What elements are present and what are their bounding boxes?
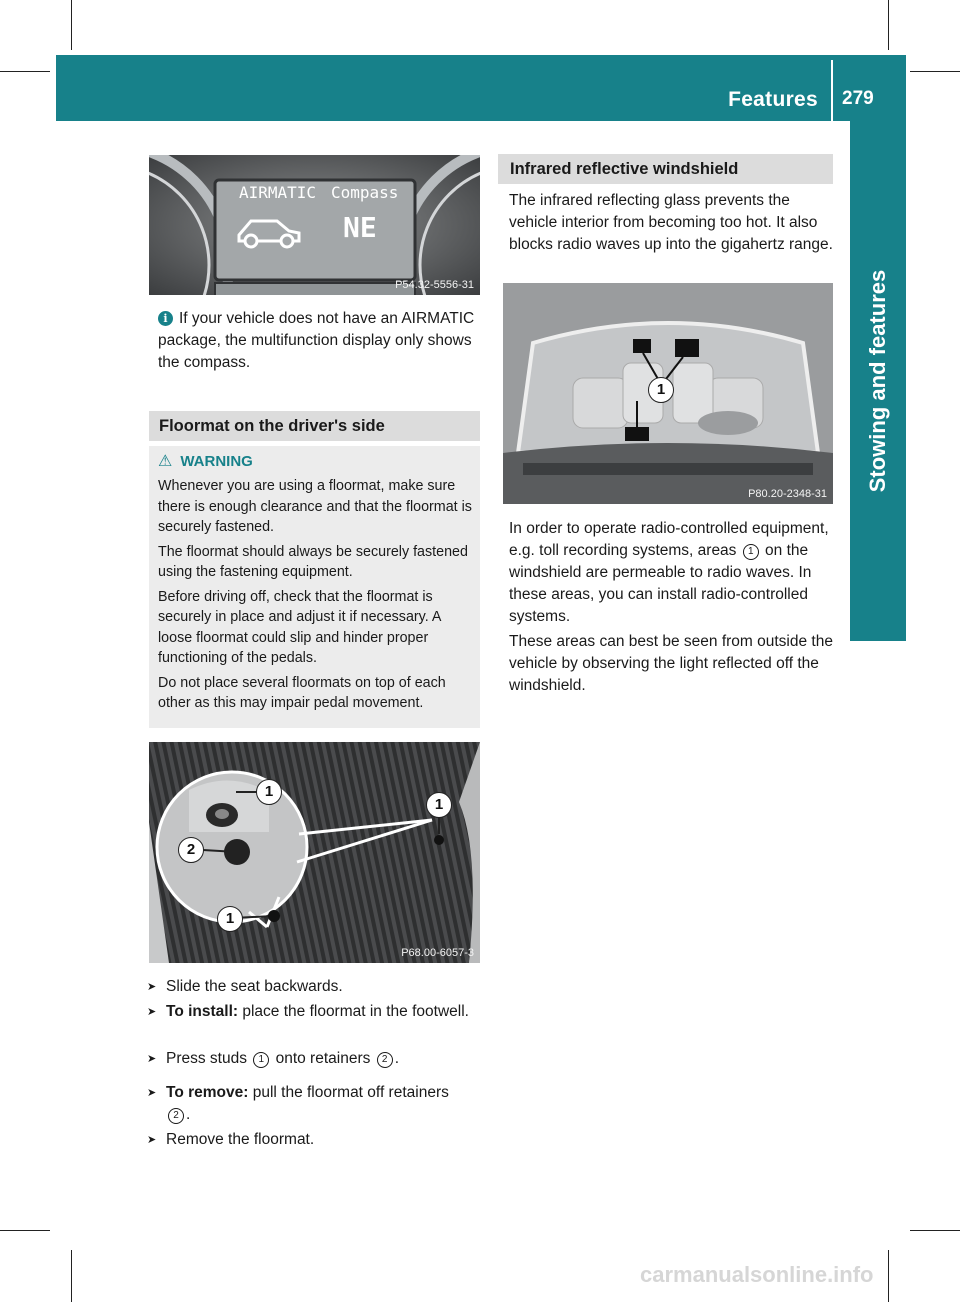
section-heading-windshield: Infrared reflective windshield: [498, 154, 833, 184]
callout-1: 1: [217, 906, 243, 932]
compass-heading-value: NE: [343, 211, 377, 244]
windshield-paragraph-1: In order to operate radio-controlled equipment, e.g. toll recording systems, areas 1 on the windshield are permeable to radio waves. In these areas, you can install radio-controlled systems.: [509, 520, 829, 625]
crop-mark: [910, 1230, 960, 1231]
header-separator: [831, 60, 833, 122]
callout-2: 2: [178, 837, 204, 863]
callout-ref-2: 2: [168, 1108, 184, 1124]
figure-code: P68.00-6057-3: [401, 947, 474, 959]
step-item: ➤ To install: place the floormat in the footwell.: [166, 1001, 481, 1023]
compass-display-image: [149, 155, 480, 295]
callout-ref-2: 2: [377, 1052, 393, 1068]
step-item: ➤ Remove the floormat.: [166, 1129, 481, 1151]
warning-title: ⚠ WARNING: [158, 453, 253, 470]
crop-mark: [71, 1250, 72, 1302]
warning-paragraph: Before driving off, check that the floormat is securely in place and adjust it if necessary. A loose floormat could slip and hinder proper functioning of the pedals.: [158, 588, 441, 666]
info-note: [158, 308, 483, 374]
crop-mark: [888, 0, 889, 50]
instrument-cluster-illustration: [149, 155, 480, 295]
side-block: [850, 588, 906, 640]
bullet-arrow-icon: ➤: [147, 1134, 157, 1146]
crop-mark: [71, 0, 72, 50]
floormat-image: [149, 742, 480, 963]
warning-paragraph: Whenever you are using a floormat, make sure there is enough clearance and that the floormat is securely fastened.: [158, 478, 472, 535]
callout-ref-1: 1: [743, 544, 759, 560]
callout-ref-1: 1: [253, 1052, 269, 1068]
warning-triangle-icon: ⚠: [158, 453, 173, 470]
display-label-airmatic: AIRMATIC: [239, 183, 317, 202]
step-item: ➤ Slide the seat backwards.: [166, 976, 481, 998]
figure-code: P80.20-2348-31: [748, 488, 827, 500]
page-number: 279: [842, 88, 874, 109]
callout-1: 1: [648, 377, 674, 403]
callout-1: 1: [256, 779, 282, 805]
bullet-arrow-icon: ➤: [147, 1053, 157, 1065]
page-title: Features: [728, 88, 818, 111]
bullet-arrow-icon: ➤: [147, 981, 157, 993]
crop-mark: [888, 1250, 889, 1302]
crop-mark: [0, 71, 50, 72]
windshield-intro: The infrared reflecting glass prevents the vehicle interior from becoming too hot. It also blocks radio waves up into the gigahertz range.: [509, 192, 833, 253]
warning-box: [149, 446, 480, 728]
section-heading-floormat: Floormat on the driver's side: [149, 411, 480, 441]
bullet-arrow-icon: ➤: [147, 1087, 157, 1099]
crop-mark: [0, 1230, 50, 1231]
warning-paragraph: The floormat should always be securely fastened using the fastening equipment.: [158, 543, 468, 580]
windshield-paragraph-2: These areas can best be seen from outside the vehicle by observing the light reflected off the windshield.: [509, 633, 833, 694]
info-icon: i: [158, 311, 173, 326]
display-label-compass: Compass: [331, 183, 399, 202]
step-item: ➤ To remove: pull the floormat off retainers 2 .: [147, 1084, 449, 1123]
figure-code: P54.32-5556-31: [395, 279, 474, 291]
windshield-image: [503, 283, 833, 504]
info-note-text: If your vehicle does not have an AIRMATIC package, the multifunction display only shows the compass.: [158, 310, 475, 371]
bullet-arrow-icon: ➤: [147, 1006, 157, 1018]
step-item: ➤ Press studs 1 onto retainers 2 .: [166, 1048, 481, 1070]
crop-mark: [910, 71, 960, 72]
callout-1: 1: [426, 792, 452, 818]
watermark: carmanualsonline.info: [640, 1262, 874, 1287]
side-tab-label: Stowing and features: [865, 269, 890, 493]
warning-paragraph: Do not place several floormats on top of each other as this may impair pedal movement.: [158, 674, 446, 711]
